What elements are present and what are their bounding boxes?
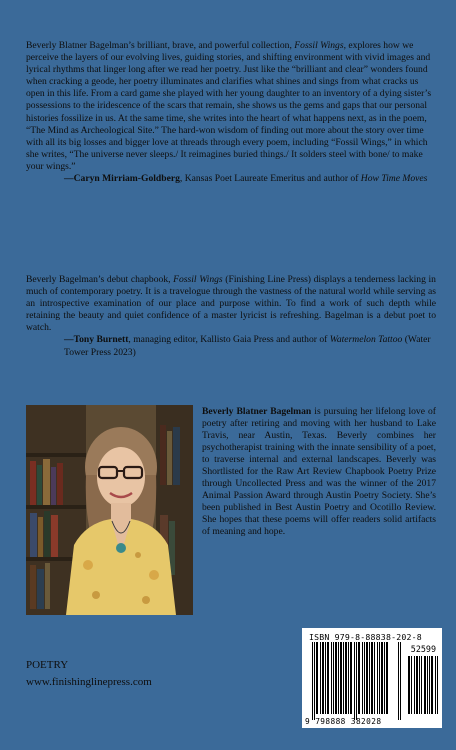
- publisher-info: [26, 657, 152, 691]
- isbn-number: ISBN 979-8-88838-202-8: [309, 632, 422, 642]
- publisher-website-link[interactable]: www.finishinglinepress.com: [26, 676, 152, 688]
- price-code: 52599: [410, 644, 436, 654]
- blurb-text: Beverly Bagelman’s debut chapbook, Fossil Wings (Finishing Line Press) displays a tenderness lacking in much of contemporary poetry. It is a travelogue through the vastness of the natural world while serving as an introspective examination of our place and purpose within. To find a work of such depth while retaining the beauty and quiet confidence of a master lyricist is refreshing. Bagelman is a debut poet to watch.: [26, 274, 436, 334]
- genre-label: POETRY: [26, 659, 69, 671]
- blurb-text: Beverly Blatner Bagelman’s brilliant, brave, and powerful collection, Fossil Wings, explores how we perceive the layers of our evolving lives, guiding stories, and shifting environment with vivid images and lyrical rhythms that linger long after we read her poetry. Just like the “brilliant and clear” wonders found when cracking a geode, her poetry illuminates and clarifies what shines and sings from what cracks us open in this life. From a card game she played with her young daughter to an inventory of a dying sister’s possessions to the iridescence of the scars that remain, she shows us the gems and gaps that our personal histories fossilize in us. At the same time, she writes into the heart of what happens next, as in the poem, “The Mind as Archeological Site.” The hard-won wisdom of finding out more about the story over time with all its big losses and bigger love at threads through every poem, including “Fossil Wings,” in which she writes, “The universe never sleeps./ It reimagines buried things./ It solders steel with bone/ to make your wings.”: [26, 40, 432, 172]
- author-name: Beverly Blatner Bagelman: [202, 406, 312, 417]
- author-portrait-illustration: [26, 405, 193, 615]
- isbn-barcode: [302, 628, 442, 728]
- author-bio: Beverly Blatner Bagelman is pursuing her lifelong love of poetry after retiring and moving with her husband to Lake Travis, near Austin, Texas. Beverly combines her psychotherapist training with the innate sensibility of a poet, to traverse internal and external landscapes. Beverly was Shortlisted for the Raw Art Review Chapbook Poetry Prize through Uncollected Press and was the winner of the 2017 Animal Passion Award through Austin Poetry Society. She’s been published in Best Austin Poetry and Ocotillo Review. She hopes that these poems will offer readers solid artifacts of meaning and hope.: [202, 406, 436, 538]
- blurb-attribution: —Tony Burnett, managing editor, Kallisto Gaia Press and author of Watermelon Tattoo (Water Tower Press 2023): [64, 334, 431, 358]
- barcode-digits: 9 798888 382028: [305, 717, 382, 726]
- blurb-mirriam-goldberg: [26, 40, 436, 185]
- attribution-book: Watermelon Tattoo: [329, 334, 403, 346]
- book-title: Fossil Wings: [173, 274, 223, 285]
- blurb-attribution: —Caryn Mirriam-Goldberg, Kansas Poet Laureate Emeritus and author of How Time Moves: [64, 173, 428, 185]
- attribution-name: Tony Burnett: [73, 334, 129, 346]
- barcode-icon: [302, 628, 442, 728]
- attribution-book: How Time Moves: [360, 173, 428, 185]
- blurb-burnett: [26, 274, 436, 359]
- author-photo: [26, 405, 193, 615]
- attribution-name: Caryn Mirriam-Goldberg: [73, 173, 180, 185]
- book-title: Fossil Wings,: [294, 40, 346, 51]
